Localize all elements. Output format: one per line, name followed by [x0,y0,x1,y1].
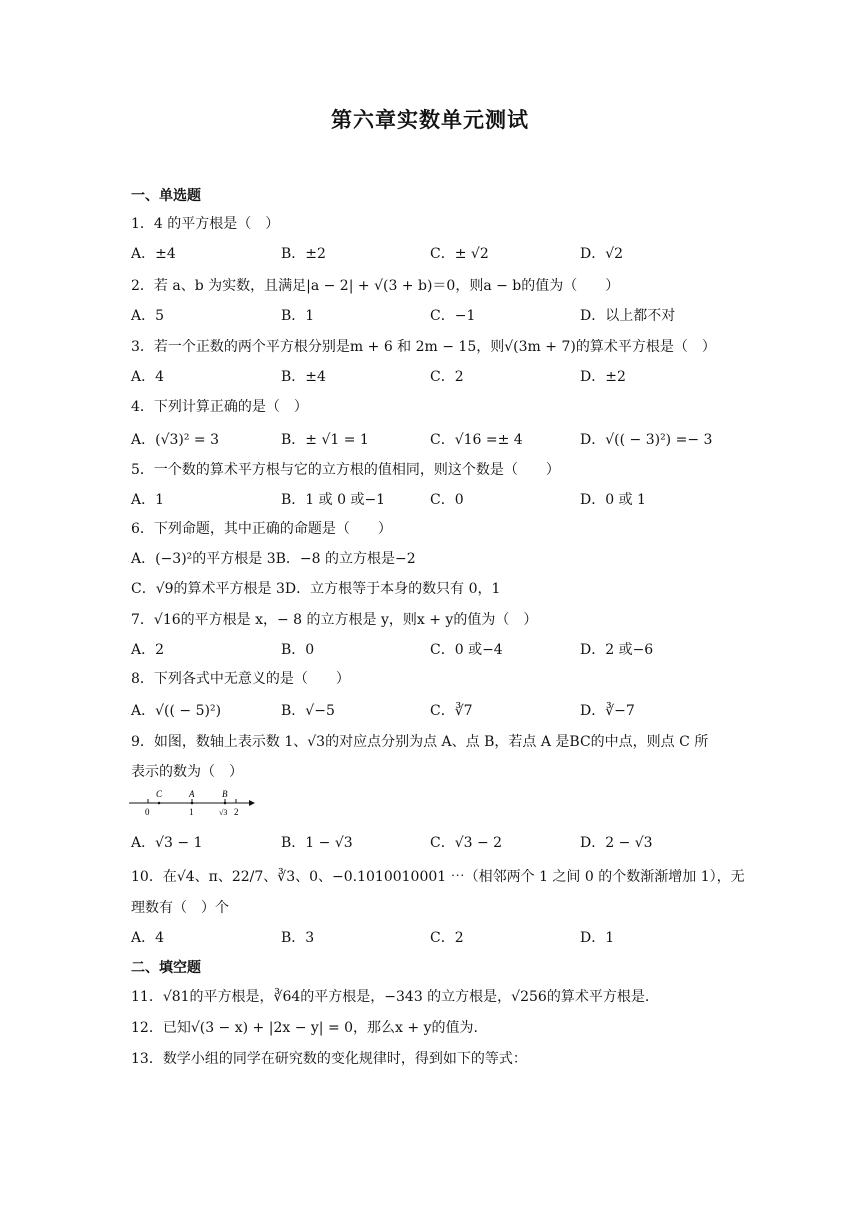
option-c: C．± √2 [430,246,489,262]
option-a: A．5 [131,308,165,324]
question-1: 1．4 的平方根是（ ） [131,216,280,232]
question-7: 7．√16的平方根是 x，− 8 的立方根是 y，则x + y的值为（ ） [131,612,538,628]
section-heading-fill-in: 二、填空题 [131,960,201,976]
option-c: C．√3 − 2 [430,835,503,851]
label-sqrt3: √3 [219,808,228,817]
question-6: 6．下列命题，其中正确的命题是（ ） [131,521,392,537]
label-2: 2 [234,807,239,817]
section-heading-single-choice: 一、单选题 [131,188,201,204]
question-6-options-line-1: A．(−3)²的平方根是 3B．−8 的立方根是−2 [131,551,416,567]
option-a: A．1 [131,492,165,508]
option-d: D．以上都不对 [580,308,676,324]
number-line-figure [129,788,259,822]
question-12: 12．已知√(3 − x) + |2x − y| = 0，那么x + y的值为. [131,1020,478,1036]
option-a: A．4 [131,930,165,946]
option-b: B．±4 [281,369,326,385]
option-b: B．1 或 0 或−1 [281,492,386,508]
option-d: D．1 [580,930,615,946]
option-b: B．0 [281,642,315,658]
question-2: 2．若 a、b 为实数，且满足|a − 2| + √(3 + b)＝0，则a − b的值为（ ） [131,278,620,294]
option-b: B．± √1 = 1 [281,432,369,448]
question-11: 11．√81的平方根是，∛64的平方根是，−343 的立方根是，√256的算术平方根是. [131,989,650,1005]
label-c: C [156,789,163,799]
option-a: A．(√3)² = 3 [131,432,220,448]
option-b: B．1 − √3 [281,835,353,851]
page-title: 第六章实数单元测试 [331,108,529,132]
question-9-line-2: 表示的数为（ ） [131,764,243,780]
option-a: A．±4 [131,246,176,262]
option-d: D．√2 [580,246,624,262]
option-b: B．3 [281,930,315,946]
option-c: C．0 或−4 [430,642,503,658]
option-a: A．√3 − 1 [131,835,203,851]
axis-arrow [249,800,255,806]
option-d: D．±2 [580,369,626,385]
option-a: A．√(( − 5)²) [131,703,222,719]
option-c: C．0 [430,492,464,508]
option-d: D．∛−7 [580,703,635,719]
option-d: D．√(( − 3)²) =− 3 [580,432,713,448]
option-c: C．2 [430,930,464,946]
option-d: D．2 − √3 [580,835,653,851]
question-8: 8．下列各式中无意义的是（ ） [131,671,350,687]
label-1: 1 [189,807,194,817]
question-10-line-2: 理数有（ ）个 [131,900,229,916]
question-3: 3．若一个正数的两个平方根分别是m + 6 和 2m − 15，则√(3m + 7)的算术平方根是（ ） [131,339,716,355]
label-0: 0 [145,807,150,817]
option-d: D．0 或 1 [580,492,646,508]
label-b: B [222,789,228,799]
question-6-options-line-2: C．√9的算术平方根是 3D．立方根等于本身的数只有 0，1 [131,581,501,597]
label-a: A [189,789,195,799]
point-a [191,802,194,805]
question-5: 5．一个数的算术平方根与它的立方根的值相同，则这个数是（ ） [131,462,560,478]
option-b: B．1 [281,308,315,324]
option-c: C．√16 =± 4 [430,432,523,448]
point-c [158,802,161,805]
option-c: C．∛7 [430,703,473,719]
option-a: A．2 [131,642,165,658]
option-c: C．−1 [430,308,476,324]
option-a: A．4 [131,369,165,385]
question-4: 4．下列计算正确的是（ ） [131,399,308,415]
point-b [224,802,227,805]
option-b: B．√−5 [281,703,335,719]
question-9-line-1: 9．如图，数轴上表示数 1、√3的对应点分别为点 A、点 B，若点 A 是BC的中点，则点 C 所 [131,734,709,750]
option-b: B．±2 [281,246,326,262]
question-10-line-1: 10．在√4、π、22/7、∛3、0、−0.1010010001 ⋯（相邻两个 1 之间 0 的个数渐渐增加 1），无 [131,869,745,885]
option-c: C．2 [430,369,464,385]
option-d: D．2 或−6 [580,642,654,658]
question-13: 13．数学小组的同学在研究数的变化规律时，得到如下的等式： [131,1051,527,1067]
